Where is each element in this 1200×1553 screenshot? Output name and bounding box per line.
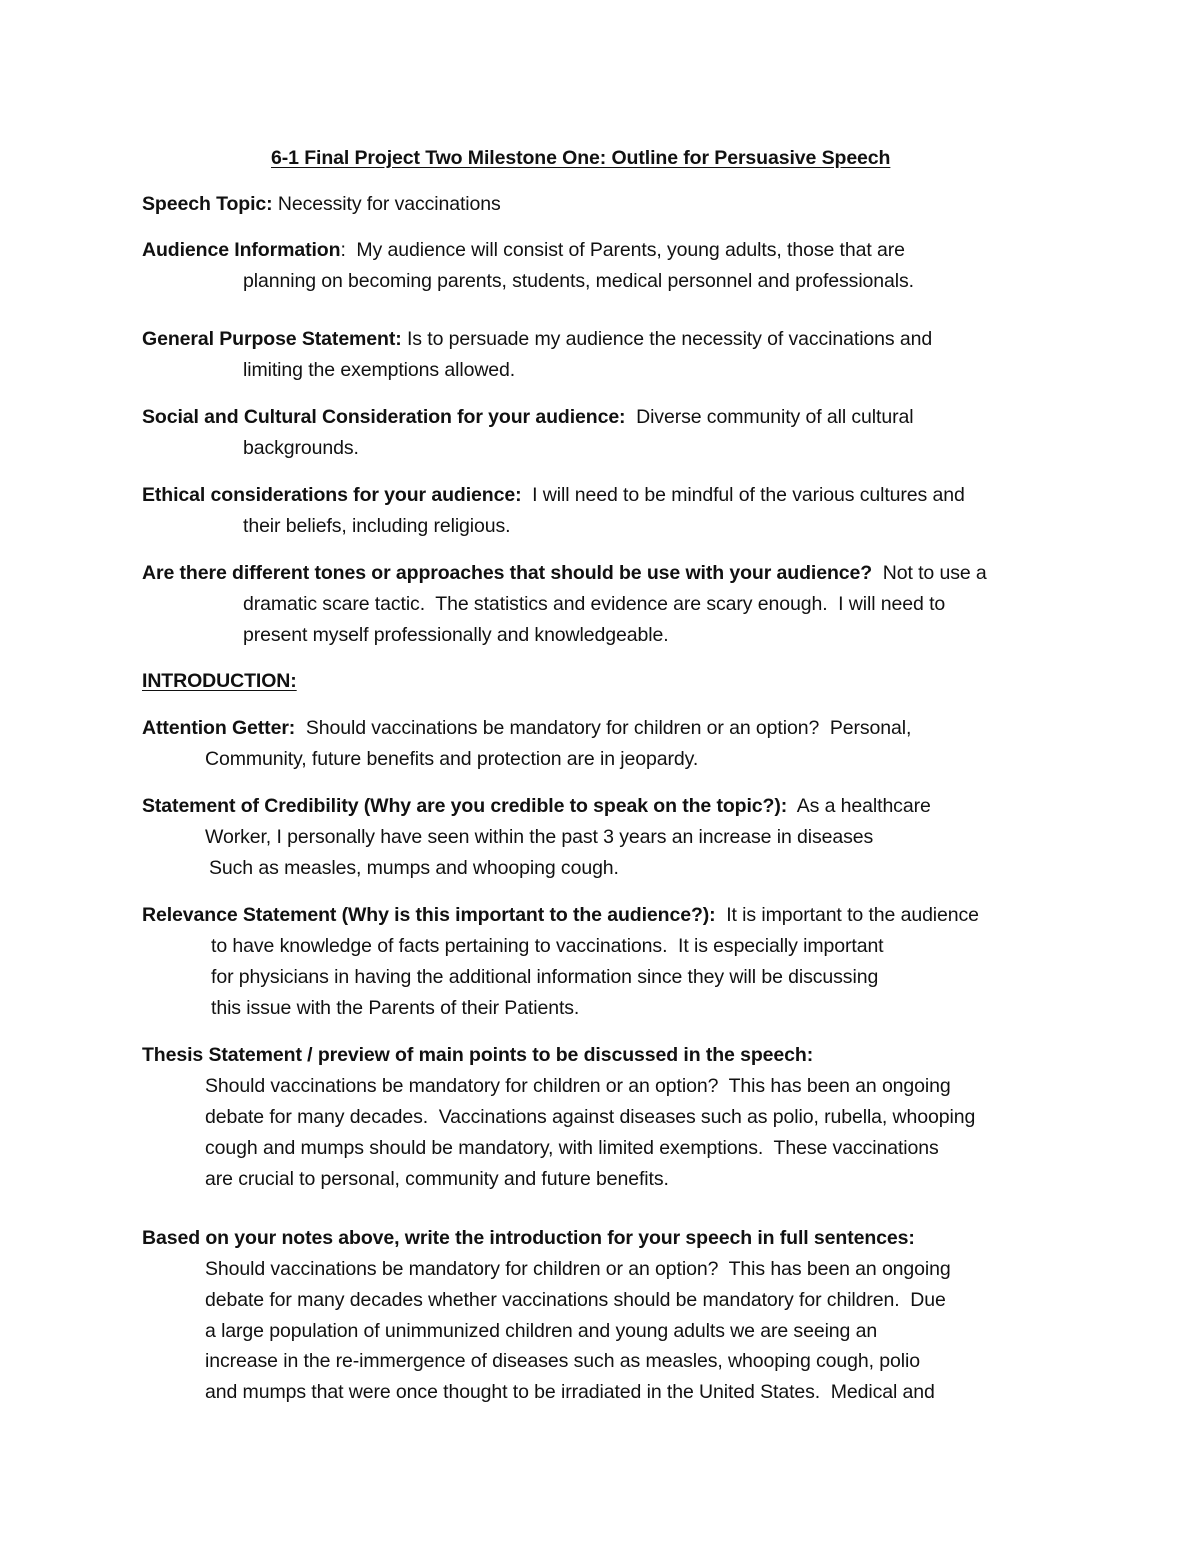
intro-full-text-3: a large population of unimmunized children and young adults we are seeing an xyxy=(205,1320,878,1342)
intro-full-label: Based on your notes above, write the introduction for your speech in full sentences: xyxy=(142,1227,915,1249)
relevance-label: Relevance Statement (Why is this important to the audience?): xyxy=(142,904,716,926)
speech-topic-text: Necessity for vaccinations xyxy=(272,193,501,215)
attention-getter-line xyxy=(142,716,911,740)
general-purpose-text: Is to persuade my audience the necessity of vaccinations and xyxy=(401,328,933,350)
intro-full-text-1: Should vaccinations be mandatory for children or an option? This has been an ongoing xyxy=(205,1258,951,1280)
ethical-text: I will need to be mindful of the various cultures and xyxy=(521,484,965,506)
credibility-continuation-2: Such as measles, mumps and whooping cough. xyxy=(209,857,619,879)
intro-full-text-4: increase in the re-immergence of diseases such as measles, whooping cough, polio xyxy=(205,1350,920,1372)
credibility-continuation-1: Worker, I personally have seen within the past 3 years an increase in diseases xyxy=(205,826,874,848)
tones-text: Not to use a xyxy=(872,562,987,584)
introduction-heading: INTRODUCTION: xyxy=(142,670,297,692)
intro-full-text-2: debate for many decades whether vaccinations should be mandatory for children. Due xyxy=(205,1289,946,1311)
relevance-continuation-2: for physicians in having the additional information since they will be discussing xyxy=(211,966,879,988)
tones-label: Are there different tones or approaches that should be use with your audience? xyxy=(142,562,873,584)
relevance-continuation-3: this issue with the Parents of their Patients. xyxy=(211,997,580,1019)
attention-getter-label: Attention Getter: xyxy=(142,717,296,739)
speech-topic-line xyxy=(142,192,501,216)
tones-continuation-1: dramatic scare tactic. The statistics and evidence are scary enough. I will need to xyxy=(243,593,946,615)
social-cultural-line xyxy=(142,405,913,429)
document-title: 6-1 Final Project Two Milestone One: Outline for Persuasive Speech xyxy=(271,147,891,169)
thesis-text-3: cough and mumps should be mandatory, with limited exemptions. These vaccinations xyxy=(205,1137,939,1159)
thesis-text-4: are crucial to personal, community and future benefits. xyxy=(205,1168,669,1190)
thesis-text-2: debate for many decades. Vaccinations against diseases such as polio, rubella, whooping xyxy=(205,1106,976,1128)
audience-info-label: Audience Information xyxy=(142,239,341,261)
relevance-text: It is important to the audience xyxy=(715,904,979,926)
social-cultural-text: Diverse community of all cultural xyxy=(625,406,914,428)
ethical-line xyxy=(142,483,965,507)
social-cultural-label: Social and Cultural Consideration for your audience: xyxy=(142,406,626,428)
audience-info-text: : My audience will consist of Parents, young adults, those that are xyxy=(340,239,905,261)
attention-getter-continuation: Community, future benefits and protection are in jeopardy. xyxy=(205,748,699,770)
audience-info-continuation: planning on becoming parents, students, medical personnel and professionals. xyxy=(243,270,914,292)
credibility-text: As a healthcare xyxy=(787,795,931,817)
ethical-continuation: their beliefs, including religious. xyxy=(243,515,511,537)
thesis-label: Thesis Statement / preview of main points to be discussed in the speech: xyxy=(142,1044,814,1066)
relevance-continuation-1: to have knowledge of facts pertaining to vaccinations. It is especially important xyxy=(211,935,884,957)
general-purpose-label: General Purpose Statement: xyxy=(142,328,402,350)
general-purpose-line xyxy=(142,327,932,351)
credibility-label: Statement of Credibility (Why are you credible to speak on the topic?): xyxy=(142,795,788,817)
credibility-line xyxy=(142,794,931,818)
relevance-line xyxy=(142,903,979,927)
speech-topic-label: Speech Topic: xyxy=(142,193,273,215)
ethical-label: Ethical considerations for your audience: xyxy=(142,484,522,506)
tones-line xyxy=(142,561,987,585)
intro-full-text-5: and mumps that were once thought to be irradiated in the United States. Medical and xyxy=(205,1381,935,1403)
audience-info-line xyxy=(142,238,905,262)
tones-continuation-2: present myself professionally and knowledgeable. xyxy=(243,624,669,646)
thesis-text-1: Should vaccinations be mandatory for children or an option? This has been an ongoing xyxy=(205,1075,951,1097)
general-purpose-continuation: limiting the exemptions allowed. xyxy=(243,359,516,381)
attention-getter-text: Should vaccinations be mandatory for children or an option? Personal, xyxy=(295,717,912,739)
social-cultural-continuation: backgrounds. xyxy=(243,437,359,459)
